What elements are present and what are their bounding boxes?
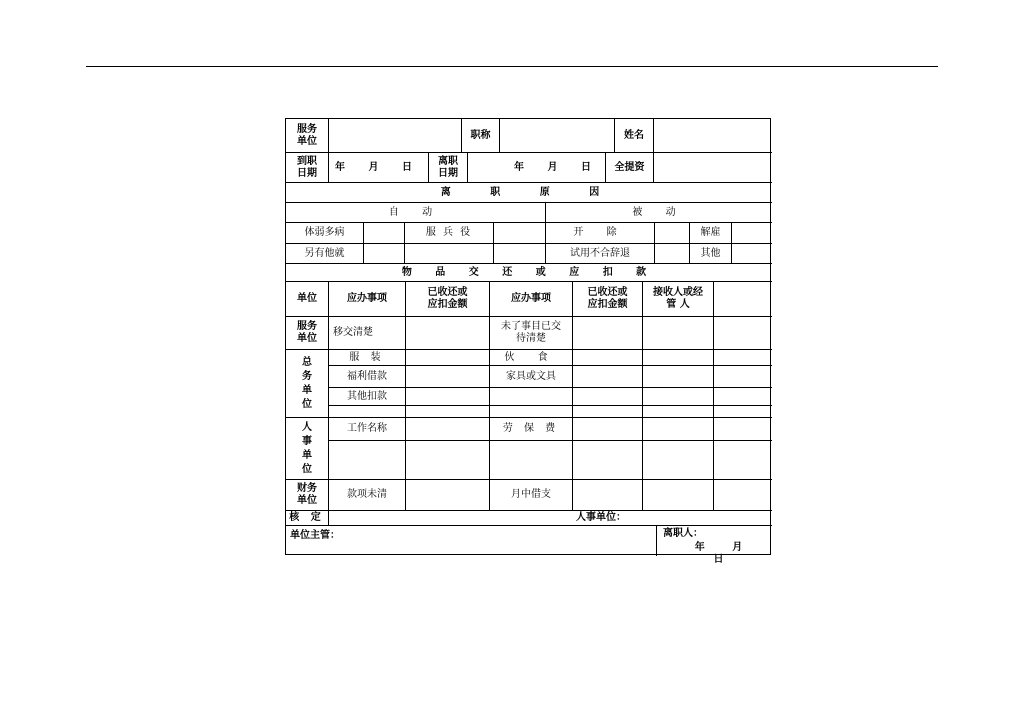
amount-cell[interactable] <box>572 387 642 405</box>
extra-cell[interactable] <box>713 479 772 510</box>
col-matter-1: 应办事项 <box>328 281 405 316</box>
general-unit-label: 总 务 单 位 <box>286 349 328 417</box>
extra-cell[interactable] <box>713 387 772 405</box>
item-job-title: 工作名称 <box>328 417 405 440</box>
reason-other: 其他 <box>689 243 731 263</box>
reason-other-job: 另有他就 <box>286 243 363 263</box>
name-label: 姓名 <box>614 119 653 152</box>
item-meals: 伙 食 <box>489 349 572 365</box>
amount-cell[interactable] <box>572 316 642 349</box>
full-salary-label: 全提资 <box>605 152 653 182</box>
service-unit-field[interactable] <box>328 119 461 152</box>
extra-cell[interactable] <box>713 316 772 349</box>
leaver-sign[interactable]: 离职人： 年 月 日 <box>656 525 772 556</box>
service-unit-row-label: 服务 单位 <box>286 316 328 349</box>
approve-field[interactable] <box>328 510 572 525</box>
blank-cell[interactable] <box>489 387 572 405</box>
handover-clear: 移交清楚 <box>328 316 405 349</box>
start-date-label: 到职 日期 <box>286 152 328 182</box>
passive-label: 被 动 <box>545 202 772 222</box>
hr-unit-sign[interactable]: 人事单位： <box>572 510 772 525</box>
blank-cell[interactable] <box>489 440 572 479</box>
extra-cell[interactable] <box>713 417 772 440</box>
leave-date-field[interactable]: 年 月 日 <box>467 152 605 182</box>
reason-military-check[interactable] <box>493 222 545 243</box>
reason-layoff: 解雇 <box>689 222 731 243</box>
blank-cell[interactable] <box>642 405 713 417</box>
blank-cell[interactable] <box>405 440 489 479</box>
reason-other-job-check[interactable] <box>363 243 404 263</box>
start-date-field[interactable]: 年 月 日 <box>328 152 428 182</box>
col-receiver: 接收人或经 管 人 <box>642 281 713 316</box>
blank-cell[interactable] <box>328 405 405 417</box>
approve-label: 核 定 <box>286 510 328 525</box>
receiver-cell[interactable] <box>642 316 713 349</box>
reason-sick-check[interactable] <box>363 222 404 243</box>
reason-layoff-check[interactable] <box>731 222 772 243</box>
items-header: 物 品 交 还 或 应 扣 款 <box>286 263 772 281</box>
blank-cell[interactable] <box>642 440 713 479</box>
extra-cell[interactable] <box>713 349 772 365</box>
blank-cell[interactable] <box>713 405 772 417</box>
amount-cell[interactable] <box>572 479 642 510</box>
col-amount-1: 已收还或 应扣金额 <box>405 281 489 316</box>
title-label: 职称 <box>461 119 499 152</box>
supervisor-sign[interactable]: 单位主管： <box>286 525 656 556</box>
amount-cell[interactable] <box>405 387 489 405</box>
title-field[interactable] <box>499 119 614 152</box>
item-furniture: 家具或文具 <box>489 365 572 387</box>
reason-header: 离 职 原 因 <box>286 182 772 202</box>
blank-cell[interactable] <box>572 440 642 479</box>
finance-unit-label: 财务 单位 <box>286 479 328 510</box>
voluntary-label: 自 动 <box>286 202 545 222</box>
amount-cell[interactable] <box>405 417 489 440</box>
col-amount-2: 已收还或 应扣金额 <box>572 281 642 316</box>
item-labor-insurance: 劳 保 费 <box>489 417 572 440</box>
amount-cell[interactable] <box>572 365 642 387</box>
service-unit-label: 服务 单位 <box>297 123 317 147</box>
reason-other-check[interactable] <box>731 243 772 263</box>
blank-cell[interactable] <box>405 405 489 417</box>
amount-cell[interactable] <box>405 365 489 387</box>
blank-cell[interactable] <box>493 243 545 263</box>
receiver-cell[interactable] <box>642 479 713 510</box>
col-unit: 单位 <box>286 281 328 316</box>
receiver-cell[interactable] <box>642 349 713 365</box>
reason-sick: 体弱多病 <box>286 222 363 243</box>
amount-cell[interactable] <box>405 349 489 365</box>
col-matter-2: 应办事项 <box>489 281 572 316</box>
receiver-cell[interactable] <box>642 417 713 440</box>
full-salary-field[interactable] <box>653 152 772 182</box>
amount-cell[interactable] <box>572 417 642 440</box>
blank-cell[interactable] <box>489 405 572 417</box>
reason-dismiss-check[interactable] <box>654 222 689 243</box>
leave-date-label: 离职 日期 <box>428 152 467 182</box>
col-extra <box>713 281 772 316</box>
blank-cell[interactable] <box>328 440 405 479</box>
blank-cell[interactable] <box>572 405 642 417</box>
item-clothing: 服 装 <box>328 349 405 365</box>
blank-cell[interactable] <box>404 243 493 263</box>
hr-unit-label: 人 事 单 位 <box>286 417 328 479</box>
header-rule <box>86 66 938 67</box>
amount-cell[interactable] <box>572 349 642 365</box>
blank-cell[interactable] <box>713 440 772 479</box>
item-welfare-loan: 福利借款 <box>328 365 405 387</box>
leaver-date: 年 月 日 <box>694 542 755 565</box>
amount-cell[interactable] <box>405 479 489 510</box>
receiver-cell[interactable] <box>642 387 713 405</box>
pending-matters: 未了事目已交 待清楚 <box>489 316 572 349</box>
extra-cell[interactable] <box>713 365 772 387</box>
reason-dismiss: 开 除 <box>545 222 654 243</box>
reason-probation-check[interactable] <box>654 243 689 263</box>
name-field[interactable] <box>653 119 772 152</box>
receiver-cell[interactable] <box>642 365 713 387</box>
reason-military: 服 兵 役 <box>404 222 493 243</box>
item-midmonth-advance: 月中借支 <box>489 479 572 510</box>
item-other-deduction: 其他扣款 <box>328 387 405 405</box>
amount-cell[interactable] <box>405 316 489 349</box>
reason-probation: 试用不合辞退 <box>545 243 654 263</box>
resignation-form <box>285 118 771 565</box>
item-unsettled: 款项未清 <box>328 479 405 510</box>
